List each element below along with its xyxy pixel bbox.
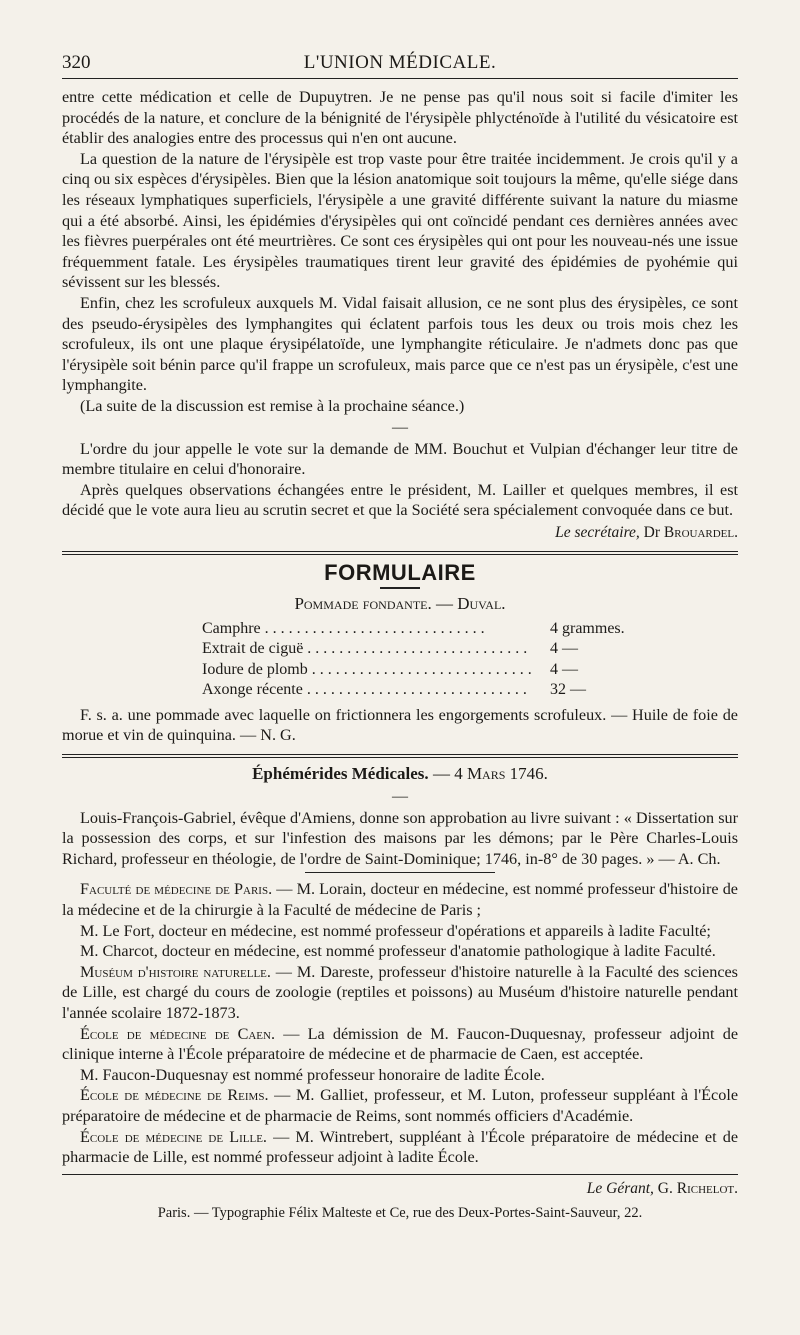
gerant-name: G. Richelot. [657, 1179, 738, 1197]
ephemerides-section [62, 762, 738, 870]
ingredient-quantity: 4 — [550, 640, 578, 658]
leader-dots: . . . . . . . . . . . . . . . . . . . . . . . . . . . . [307, 660, 532, 678]
recipe-row [202, 660, 642, 680]
discussion-paragraph: La question de la nature de l'érysipèle est trop vaste pour être traitée incidemment. Je crois qu'il y a cinq ou six espèces d'érysipèles. Bien que la lésion anatomique soit toujours la même, qu'elle siége dans les réseaux lymphatiques superficiels, l'érysipèle a une gravité différente suivant la nature du miasme qui a été absorbé. Ainsi, les épidémies d'érysipèles qui ont coïncidé pendant ces dernières années avec les fièvres puerpérales ont été meurtrières. Ce sont ces érysipèles qui ont pour les nouveau-nés une issue fréquemment fatale. Les érysipèles traumatiques tirent leur gravité des épidémies de pyohémie qui sévissent sur les blessés. [62, 149, 738, 292]
discussion-continuation-note: (La suite de la discussion est remise à la prochaine séance.) [80, 396, 465, 415]
news-label: École de médecine de Reims. [80, 1086, 269, 1105]
news-item [62, 921, 738, 942]
ingredient-name: Iodure de plomb [202, 660, 308, 678]
discussion-section [62, 87, 738, 543]
ingredient-name: Camphre [202, 619, 261, 637]
recipe-list [202, 619, 642, 701]
double-rule [62, 754, 738, 758]
gerant-role: Le Gérant, [586, 1179, 654, 1197]
formula-heading: Pommade fondante. — Duval. [294, 593, 506, 613]
session-paragraph: L'ordre du jour appelle le vote sur la demande de MM. Bouchut et Vulpian d'échanger leur titre de membre titulaire en celui d'honoraire. [62, 439, 738, 479]
news-item [62, 1127, 738, 1168]
secretary-signature [62, 523, 738, 543]
separator-dash: — [392, 418, 408, 436]
leader-dots: . . . . . . . . . . . . . . . . . . . . . . . . . . . . [260, 619, 485, 637]
thin-rule [305, 872, 495, 873]
news-text: — M. Galliet, professeur, et M. Luton, professeur suppléant à l'École préparatoire de médecine et de pharmacie de Reims, sont nommés officiers d'Académie. [62, 1086, 738, 1125]
news-item [62, 1085, 738, 1126]
session-paragraph: Après quelques observations échangées entre le président, M. Lailler et quelques membres, il est décidé que le vote aura lieu au scrutin secret et que la Société sera spécialement convoquée dans ce but. [62, 480, 738, 520]
formulaire-title: FORMULAIRE [324, 559, 476, 585]
leader-dots: . . . . . . . . . . . . . . . . . . . . . . . . . . . . [302, 681, 527, 699]
news-item [62, 879, 738, 920]
ephemerides-title [62, 762, 738, 786]
gerant-signature [62, 1179, 738, 1199]
news-section [62, 879, 738, 1167]
ephemerides-text: Louis-François-Gabriel, évêque d'Amiens, donne son approbation au livre suivant : « Dissertation sur la possession des corps, et sur l'infestion des maisons par les démons; par le Père Charles-Louis Richard, professeur en théologie, de l'ordre de Saint-Dominique; 1746, in-8° de 30 pages. » — A. Ch. [62, 808, 738, 868]
news-item [62, 941, 738, 962]
formula-note: F. s. a. une pommade avec laquelle on frictionnera les engorgements scrofuleux. — Huile de foie de morue et vin de quinquina. — N. G. [62, 705, 738, 745]
news-text: — M. Lorain, docteur en médecine, est nommé professeur d'histoire de la médecine et de la chirurgie à la Faculté de médecine de Paris ; [62, 880, 738, 920]
ingredient-name: Extrait de ciguë [202, 640, 304, 658]
discussion-paragraph: Enfin, chez les scrofuleux auxquels M. Vidal faisait allusion, ce ne sont plus des érysipèles, ce sont des pseudo-érysipèles des lymphangites qui éclatent parfois tous les deux ou trois mois chez les scrofuleux, ils ont une plaque érysipélatoïde, une lymphangite réticulaire. Je n'admets donc pas que l'érysipèle soit bénin parce qu'il frappe un scrofuleux, mais parce que ce n'est pas un érysipèle, c'est une lymphangite. [62, 293, 738, 395]
news-label: École de médecine de Caen. [80, 1024, 276, 1043]
page-number: 320 [62, 52, 91, 73]
running-head [62, 48, 738, 79]
ingredient-quantity: 4 — [550, 660, 578, 678]
journal-title: L'UNION MÉDICALE. [303, 52, 497, 73]
separator-dash: — [392, 787, 408, 805]
news-text: — M. Wintrebert, suppléant à l'École préparatoire de médecine et de pharmacie de Lille, est nommé professeur adjoint à ladite École. [62, 1127, 739, 1167]
recipe-row [202, 639, 642, 659]
discussion-paragraph: entre cette médication et celle de Dupuytren. Je ne pense pas qu'il nous soit si facile d'imiter les procédés de la nature, et conclure de la bénignité de l'érysipèle phlycténoïde à l'utilité du vésicatoire est établir des analogies entre des processus qui n'en ont aucune. [62, 88, 738, 148]
leader-dots: . . . . . . . . . . . . . . . . . . . . . . . . . . . . [303, 640, 528, 658]
news-label: Faculté de médecine de Paris. [80, 880, 273, 899]
recipe-row [202, 619, 642, 639]
ingredient-quantity: 32 — [550, 681, 586, 699]
news-text: M. Faucon-Duquesnay est nommé professeur honoraire de ladite École. [80, 1065, 545, 1084]
short-rule [380, 587, 420, 589]
news-item [62, 962, 738, 1024]
news-item [62, 1024, 738, 1065]
double-rule [62, 551, 738, 555]
news-text: M. Le Fort, docteur en médecine, est nommé professeur d'opérations et appareils à ladite Faculté; [80, 921, 711, 940]
formulaire-section [62, 559, 738, 746]
news-text: M. Charcot, docteur en médecine, est nommé professeur d'anatomie pathologique à ladite Faculté. [80, 942, 716, 961]
news-item [62, 1065, 738, 1086]
signature-role: Le secrétaire, [555, 523, 640, 541]
news-label: Muséum d'histoire naturelle. [80, 962, 271, 981]
news-label: École de médecine de Lille. [80, 1127, 267, 1146]
signature-name: Brouardel. [663, 523, 738, 541]
recipe-row [202, 680, 642, 700]
printer-imprint: Paris. — Typographie Félix Malteste et Ce, rue des Deux-Portes-Saint-Sauveur, 22. [157, 1204, 643, 1221]
news-text: — M. Dareste, professeur d'histoire naturelle à la Faculté des sciences de Lille, est chargé du cours de zoologie (reptiles et poissons) au Muséum d'histoire naturelle pendant l'année scolaire 1872-1873. [62, 962, 738, 1023]
footer-rule [62, 1174, 738, 1175]
ephemerides-heading: Éphémérides Médicales. [252, 763, 429, 783]
news-text: — La démission de M. Faucon-Duquesnay, professeur adjoint de clinique interne à l'École préparatoire de médecine et de pharmacie de Caen, est acceptée. [62, 1024, 739, 1064]
ingredient-quantity: 4 grammes. [550, 619, 625, 637]
ingredient-name: Axonge récente [202, 681, 303, 699]
ephemerides-date: — 4 Mars 1746. [432, 763, 548, 783]
signature-title: Dr [643, 523, 661, 541]
